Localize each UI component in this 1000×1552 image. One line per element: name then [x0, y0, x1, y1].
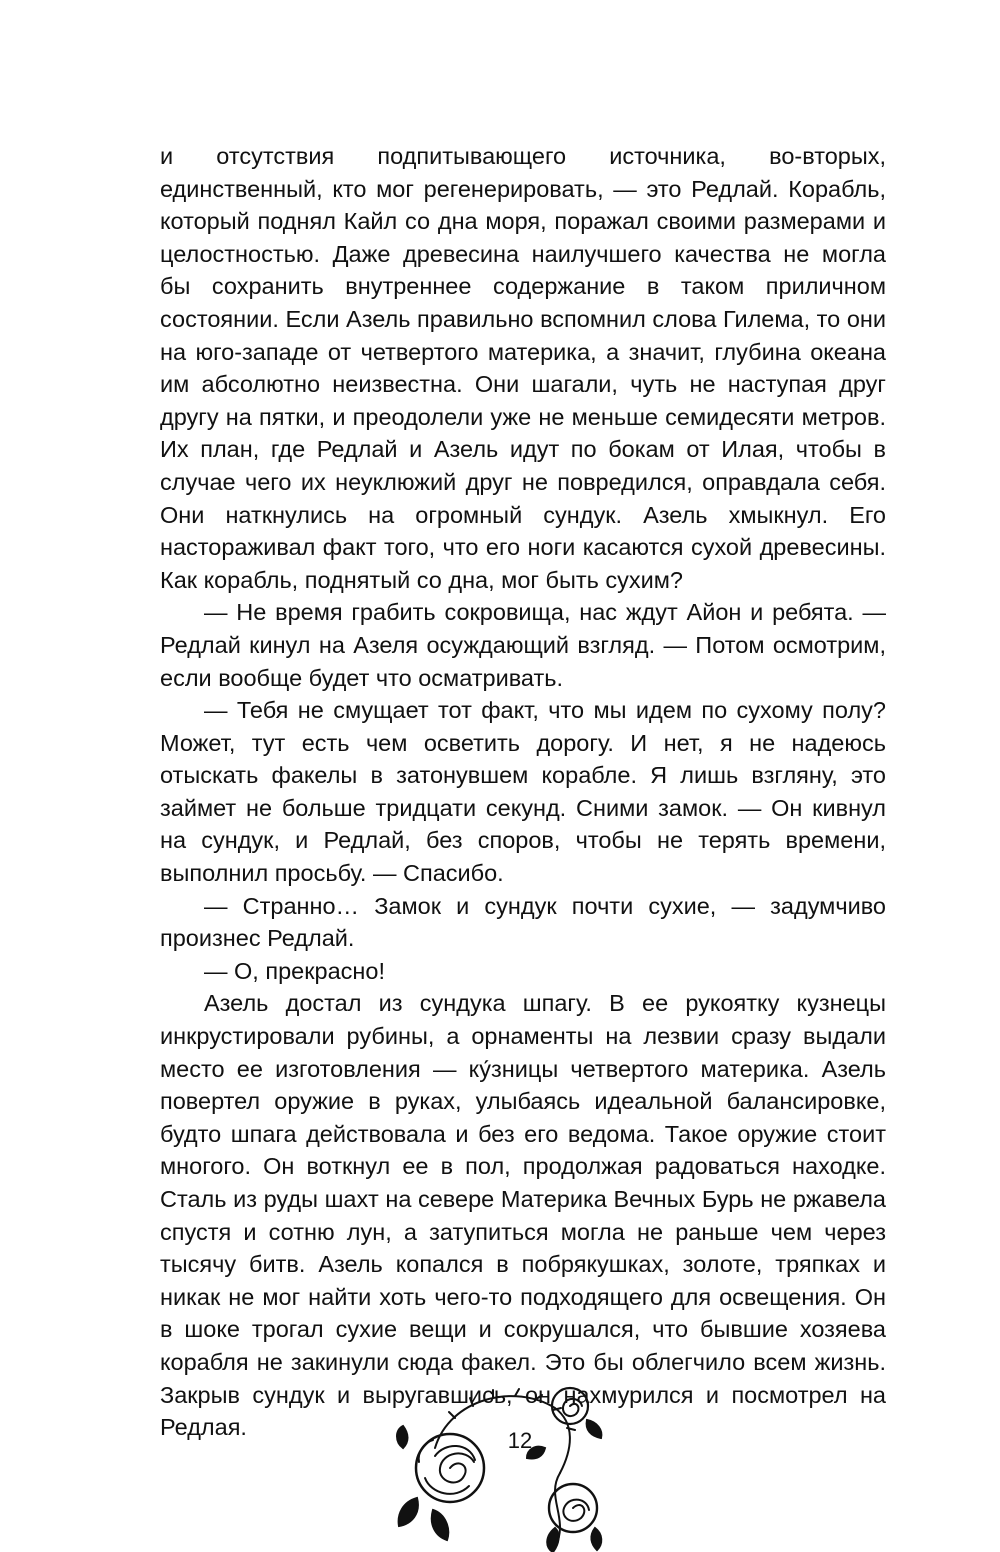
paragraph: Азель достал из сундука шпагу. В ее рукоятку кузнецы инкрустировали рубины, а орнаменты на лезвии сразу выдали место ее изготовления — ку́зницы четвертого материка. Азель повертел оружие в руках, улыбаясь идеальной балансировке, будто шпага действовала и без его ведома. Такое оружие стоит многого. Он воткнул ее в пол, продолжая радоваться находке. Сталь из руды шахт на севере Материка Вечных Бурь не ржавела спустя и сотню лун, а затупиться могла не раньше чем через тысячу битв. Азель копался в побрякушках, золоте, тряпках и никак не мог найти хоть чего-то подходящего для освещения. Он в шоке трогал сухие вещи и сокрушался, что бывшие хозяева корабля не закинули сюда факел. Это бы облегчило всем жизнь. Закрыв сундук и выругавшись, он нахмурился и посмотрел на Редлая.: [160, 990, 886, 1441]
paragraph: — Странно… Замок и сундук почти сухие, — задумчиво произнес Редлай.: [160, 892, 886, 952]
body-text: [160, 140, 886, 1444]
rose-wreath-icon: [395, 1378, 605, 1552]
page-footer: [395, 1378, 605, 1552]
paragraph: — О, прекрасно!: [204, 957, 385, 984]
paragraph: — Тебя не смущает тот факт, что мы идем по сухому полу? Может, тут есть чем осветить дорогу. И нет, я не надеюсь отыскать факелы в затонувшем корабле. Я лишь взгляну, это займет не больше тридцати секунд. Сними замок. — Он кивнул на сундук, и Редлай, без споров, чтобы не терять времени, выполнил просьбу. — Спасибо.: [160, 697, 886, 887]
paragraph: и отсутствия подпитывающего источника, во-вторых, единственный, кто мог регенерировать, — это Редлай. Корабль, который поднял Кайл со дна моря, поражал своими размерами и целостностью. Даже древесина наилучшего качества не могла бы сохранить внутреннее содержание в таком приличном состоянии. Если Азель правильно вспомнил слова Гилема, то они на юго-западе от четвертого материка, а значит, глубина океана им абсолютно неизвестна. Они шагали, чуть не наступая друг другу на пятки, и преодолели уже не меньше семидесяти метров. Их план, где Редлай и Азель идут по бокам от Илая, чтобы в случае чего их неуклюжий друг не повредился, оправдала себя. Они наткнулись на огромный сундук. Азель хмыкнул. Его настораживал факт того, что его ноги касаются сухой древесины. Как корабль, поднятый со дна, мог быть сухим?: [160, 143, 886, 593]
paragraph: — Не время грабить сокровища, нас ждут Айон и ребята. — Редлай кинул на Азеля осуждающий взгляд. — Потом осмотрим, если вообще будет что осматривать.: [160, 599, 886, 691]
page-number: 12: [507, 1428, 533, 1453]
